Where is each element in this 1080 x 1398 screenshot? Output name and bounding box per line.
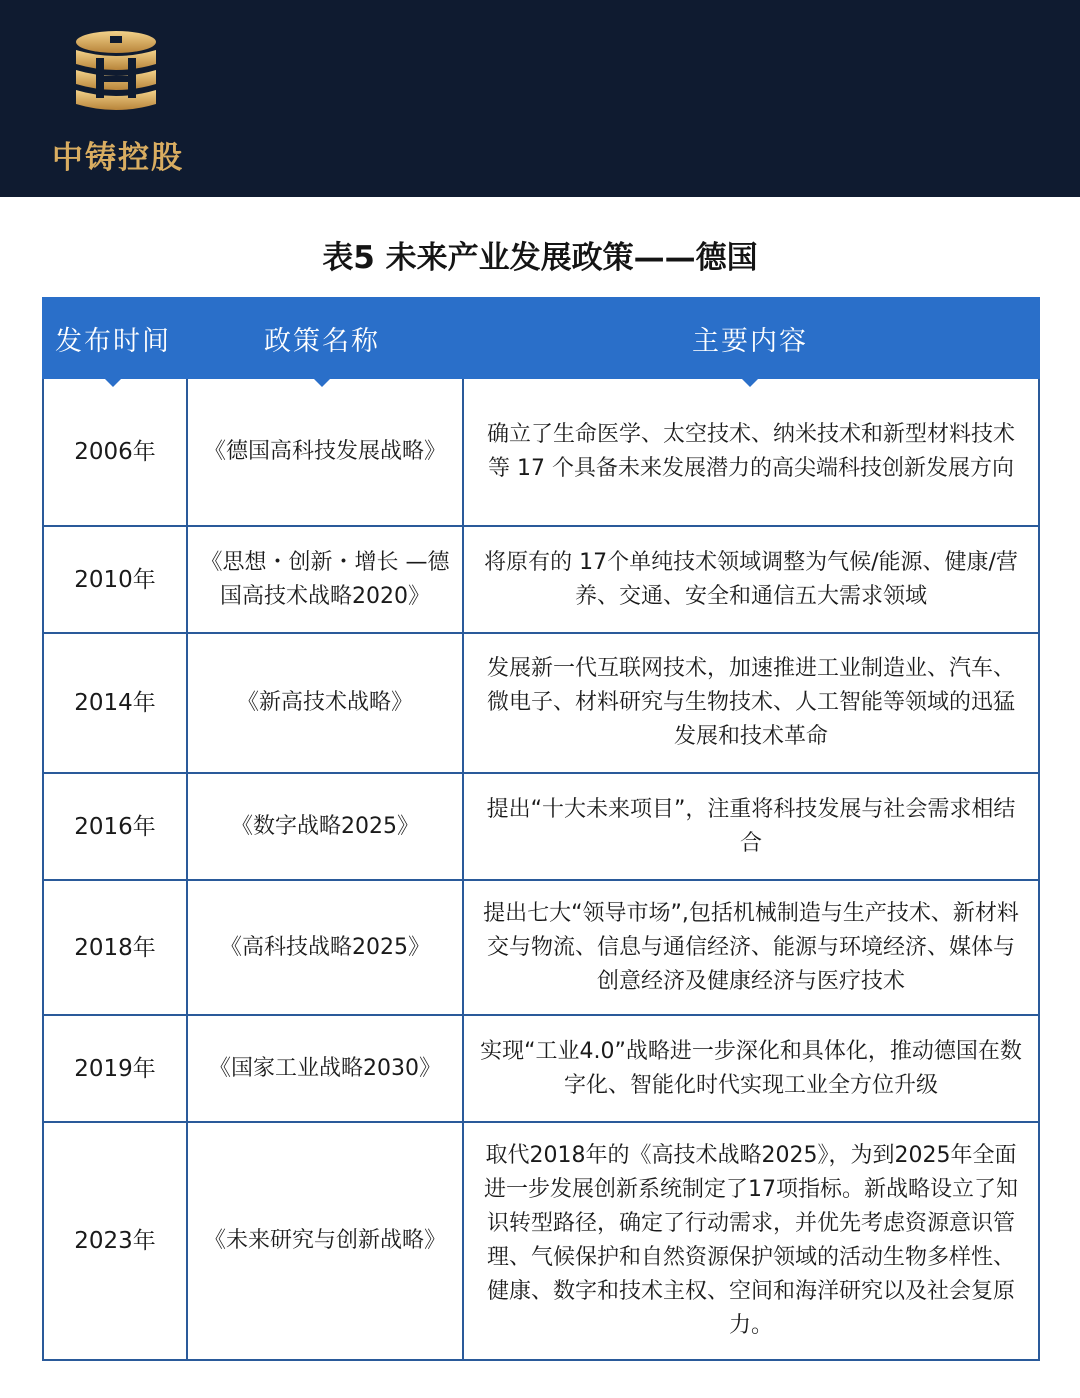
header-cell-date: [42, 297, 184, 379]
header-cell-content: [460, 297, 1040, 379]
header-cell-name: [184, 297, 460, 379]
cell-policy-name: 《新高技术战略》: [186, 634, 462, 772]
cell-year: 2018年: [74, 934, 156, 961]
header-label: 政策名称: [264, 325, 380, 357]
cell-content: 将原有的 17个单纯技术领域调整为气候/能源、健康/营养、交通、安全和通信五大需求领域: [462, 527, 1038, 632]
table-row: [44, 379, 1038, 525]
table-body: [42, 379, 1040, 1361]
table-title: 表5 未来产业发展政策——德国: [322, 240, 758, 276]
brand-name: 中铸控股: [52, 140, 184, 176]
cell-policy-name: 《德国高科技发展战略》: [186, 379, 462, 525]
header-banner: [0, 0, 1080, 197]
cell-year: 2014年: [74, 690, 156, 716]
table-row: [44, 879, 1038, 1014]
cell-content: 确立了生命医学、太空技术、纳米技术和新型材料技术等 17 个具备未来发展潜力的高尖端科技创新发展方向: [462, 379, 1038, 525]
cell-content: 实现“工业4.0”战略进一步深化和具体化，推动德国在数字化、智能化时代实现工业全方位升级: [462, 1016, 1038, 1121]
table-row: [44, 1014, 1038, 1121]
cell-policy-name: 《未来研究与创新战略》: [186, 1123, 462, 1359]
cell-year: 2019年: [74, 1055, 156, 1082]
cell-year: 2006年: [74, 439, 156, 465]
table-header: [42, 297, 1040, 379]
gold-coin-stack-logo-icon: [66, 28, 166, 118]
cell-policy-name: 《思想・创新・增长 —德国高技术战略2020》: [186, 527, 462, 632]
policy-table: [42, 297, 1040, 1361]
table-row: [44, 1121, 1038, 1359]
cell-year: 2016年: [74, 813, 156, 840]
header-label: 发布时间: [55, 325, 171, 357]
header-label: 主要内容: [692, 325, 808, 357]
cell-policy-name: 《数字战略2025》: [186, 774, 462, 879]
cell-year: 2023年: [74, 1228, 156, 1254]
cell-policy-name: 《高科技战略2025》: [186, 881, 462, 1014]
cell-year: 2010年: [74, 566, 156, 593]
cell-content: 提出“十大未来项目”，注重将科技发展与社会需求相结合: [462, 774, 1038, 879]
cell-content: 提出七大“领导市场”,包括机械制造与生产技术、新材料交与物流、信息与通信经济、能源与环境经济、媒体与创意经济及健康经济与医疗技术: [462, 881, 1038, 1014]
table-row: [44, 772, 1038, 879]
cell-policy-name: 《国家工业战略2030》: [186, 1016, 462, 1121]
table-row: [44, 632, 1038, 772]
table-row: [44, 525, 1038, 632]
cell-content: 取代2018年的《高技术战略2025》，为到2025年全面进一步发展创新系统制定了17项指标。新战略设立了知识转型路径，确定了行动需求，并优先考虑资源意识管理、气候保护和自然资源保护领域的活动生物多样性、健康、数字和技术主权、空间和海洋研究以及社会复原力。: [462, 1123, 1038, 1359]
cell-content: 发展新一代互联网技术，加速推进工业制造业、汽车、微电子、材料研究与生物技术、人工智能等领域的迅猛发展和技术革命: [462, 634, 1038, 772]
